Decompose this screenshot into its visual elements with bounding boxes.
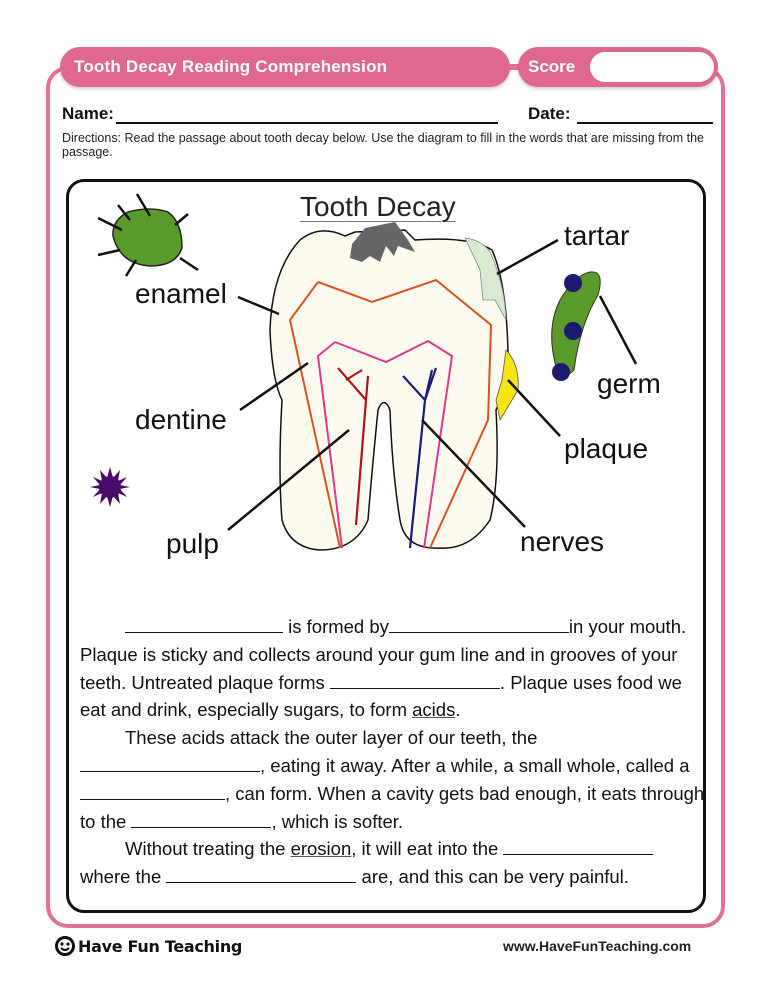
blank-7[interactable] (503, 839, 653, 855)
erosion-link[interactable]: erosion (290, 838, 352, 860)
name-row (62, 104, 498, 124)
website-link[interactable]: www.HaveFunTeaching.com (503, 938, 692, 954)
paragraph-2: These acids attack the outer layer of our teeth, the, eating it away. After a while, a small whole, called a , can form. When a cavity gets bad enough, it eats through to the , which is softer. (80, 727, 705, 832)
label-tartar: tartar (564, 220, 630, 251)
green-germ-icon (98, 194, 198, 276)
reading-passage (80, 613, 705, 891)
smiley-logo-icon (55, 936, 75, 956)
brand-name: Have Fun Teaching (78, 936, 243, 956)
name-field[interactable] (116, 106, 498, 124)
tooth-icon (270, 222, 518, 550)
name-label: Name: (62, 104, 114, 123)
paragraph-1: is formed by in your mouth. Plaque is sticky and collects around your gum line and in grooves of your teeth. Untreated plaque forms . Plaque uses food we eat and drink, especially sugars, to form acids. (80, 616, 687, 721)
paragraph-3: Without treating the erosion, it will eat into the where the are, and this can be very painful. (80, 835, 705, 891)
blank-4[interactable] (80, 756, 260, 772)
label-plaque: plaque (564, 433, 649, 464)
label-enamel: enamel (135, 278, 227, 309)
date-label: Date: (528, 104, 571, 123)
label-germ: germ (597, 368, 661, 399)
blank-2[interactable] (389, 617, 569, 633)
label-nerves: nerves (520, 526, 605, 557)
score-label: Score (528, 57, 576, 76)
worksheet-title-banner (60, 47, 510, 87)
worksheet-title: Tooth Decay Reading Comprehension (74, 57, 388, 76)
label-dentine: dentine (135, 404, 227, 435)
blank-6[interactable] (131, 812, 271, 828)
directions-text: Directions: Read the passage about tooth decay below. Use the diagram to fill in the words that are missing from the passage. (62, 131, 705, 159)
blank-3[interactable] (330, 673, 500, 689)
spiky-germ-icon (90, 467, 130, 507)
date-row (528, 104, 713, 124)
acids-link[interactable]: acids (412, 699, 456, 721)
blank-8[interactable] (166, 867, 356, 883)
blank-5[interactable] (80, 784, 225, 800)
score-field[interactable] (590, 52, 714, 82)
germ-bacillus-icon (552, 272, 601, 381)
score-banner (518, 47, 718, 87)
diagram-title: Tooth Decay (300, 191, 456, 222)
blank-1[interactable] (125, 617, 283, 633)
date-field[interactable] (577, 106, 713, 124)
brand-logo[interactable] (55, 936, 242, 956)
label-pulp: pulp (166, 528, 219, 559)
